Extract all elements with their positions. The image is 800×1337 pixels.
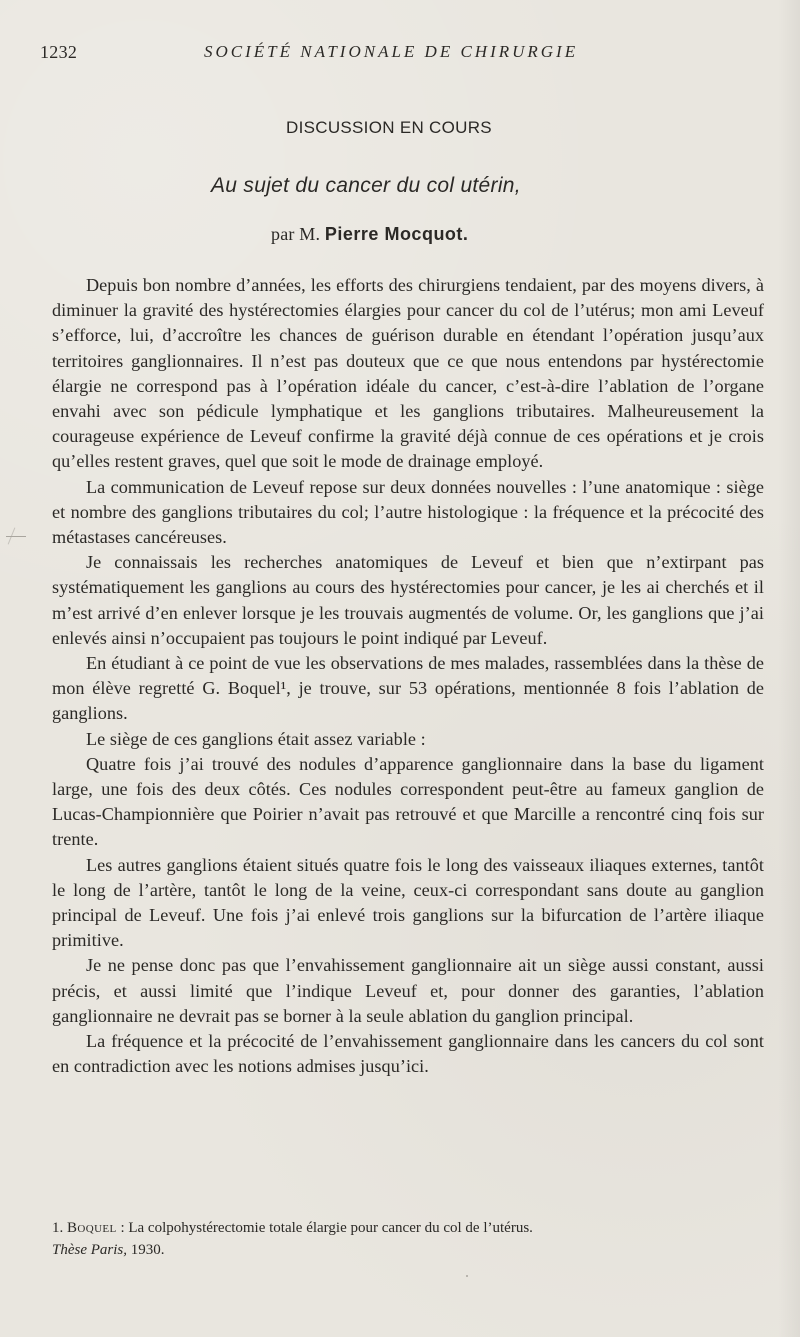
page-speck — [466, 1275, 468, 1277]
article-title: Au sujet du cancer du col utérin, — [211, 174, 521, 197]
paragraph-2: La communication de Leveuf repose sur deux données nouvelles : l’une anatomique : siège et nombre des ganglions tributaires du col; l’autre histologique : la fréquence et la précocité des métastases cancéreuses. — [52, 476, 764, 548]
margin-pencil-mark — [6, 536, 26, 537]
section-title: DISCUSSION EN COURS — [286, 118, 492, 137]
paragraph-3: Je connaissais les recherches anatomiques de Leveuf et bien que n’extirpant pas systématiquement les ganglions au cours des hystérectomies pour cancer, je les ai cherchés et il m’est arrivé d’en enlever lorsque je les trouvais augmentés de volume. Or, les ganglions que j’ai enlevés ainsi n’occupaient pas toujours le point indiqué par Leveuf. — [52, 552, 764, 648]
paragraph-1: Depuis bon nombre d’années, les efforts des chirurgiens tendaient, par des moyens divers, à diminuer la gravité des hystérectomies élargies pour cancer du col de l’utérus; mon ami Leveuf s’efforce, lui, d’accroître les chances de guérison durable en étendant l’opération jusqu’aux territoires ganglionnaires. Il n’est pas douteux que ce que nous entendons par hystérectomie élargie ne correspond pas à l’opération idéale du cancer, c’est-à-dire l’ablation de l’organe envahi avec son pédicule lymphatique et les ganglions tributaires. Malheureusement la courageuse expérience de Leveuf confirme la gravité déjà connue de ces opérations et je crois qu’elles restent graves, quel que soit le mode de drainage employé. — [52, 275, 764, 472]
paragraph-4: En étudiant à ce point de vue les observations de mes malades, rassemblées dans la thèse de mon élève regretté G. Boquel¹, je trouve, sur 53 opérations, mentionnée 8 fois l’ablation de ganglions. — [52, 653, 764, 724]
footnote-author: Boquel — [67, 1220, 117, 1236]
article-body — [52, 273, 764, 1080]
page-gutter-shadow — [778, 0, 800, 1337]
footnote-text: : La colpohystérectomie totale élargie pour cancer du col de l’utérus. — [116, 1220, 533, 1236]
journal-title: SOCIÉTÉ NATIONALE DE CHIRURGIE — [204, 42, 579, 61]
paragraph-5: Le siège de ces ganglions était assez variable : — [86, 728, 426, 749]
paragraph-9: La fréquence et la précocité de l’envahissement ganglionnaire dans les cancers du col sont en contradiction avec les notions admises jusqu’ici. — [52, 1031, 764, 1077]
running-head — [40, 42, 760, 64]
paragraph-8: Je ne pense donc pas que l’envahissement ganglionnaire ait un siège aussi constant, aussi précis, et aussi limité que l’indique Leveuf et, pour donner des garanties, l’ablation ganglionnaire ne devrait pas se borner à la seule ablation du ganglion principal. — [52, 955, 764, 1026]
author-name: Pierre Mocquot. — [324, 224, 469, 244]
footnote-place: Thèse Paris, — [52, 1242, 127, 1258]
byline-prefix: par M. — [271, 224, 321, 244]
page-number: 1232 — [40, 42, 78, 62]
footnote-year: 1930. — [127, 1242, 165, 1258]
paragraph-6: Quatre fois j’ai trouvé des nodules d’apparence ganglionnaire dans la base du ligament large, une fois des deux côtés. Ces nodules correspondent peut-être au fameux ganglion de Lucas-Championnière que Poirier n’avait pas retrouvé et que Marcille a rencontré cinq fois sur trente. — [52, 753, 764, 850]
paragraph-7: Les autres ganglions étaient situés quatre fois le long des vaisseaux iliaques externes, tantôt le long de l’artère, tantôt le long de la veine, ceux-ci correspondant sans doute au ganglion principal de Leveuf. Une fois j’ai enlevé trois ganglions sur la bifurcation de l’artère iliaque primitive. — [52, 854, 764, 951]
footnote — [52, 1217, 764, 1261]
byline — [271, 224, 468, 245]
footnote-marker: 1. — [52, 1220, 64, 1236]
